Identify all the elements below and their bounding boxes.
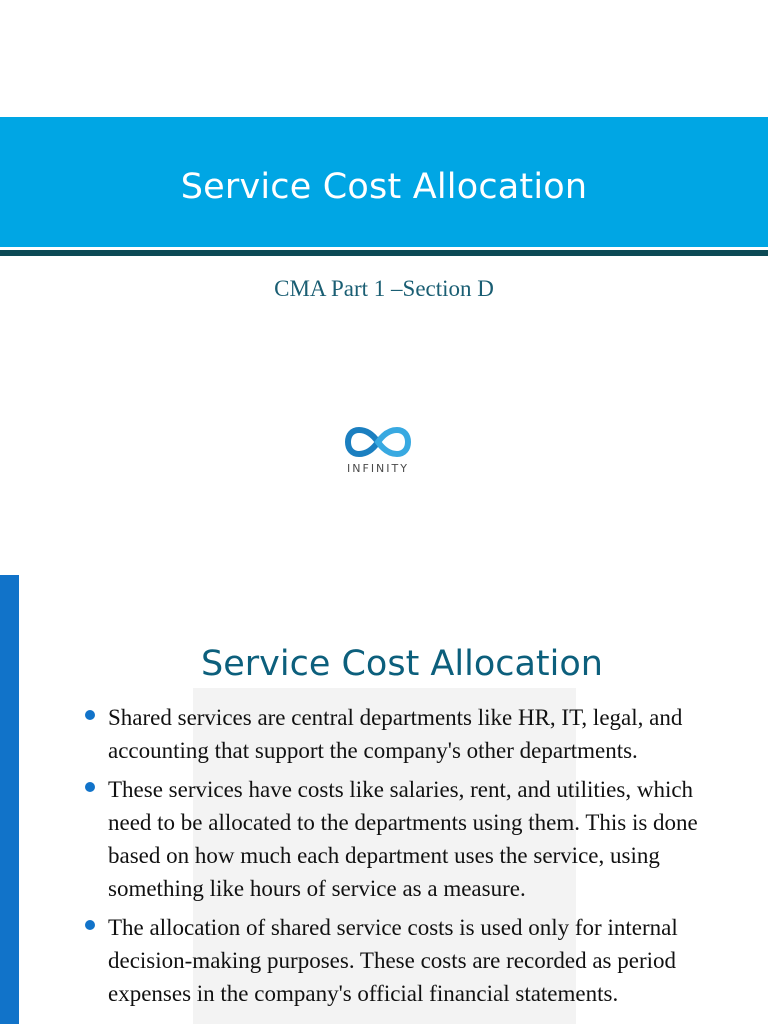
infinity-logo: [340, 424, 416, 480]
list-item: [0, 911, 768, 1010]
bullet-list: [0, 701, 768, 1016]
slide-title: Service Cost Allocation: [180, 167, 588, 207]
title-divider-line: [0, 250, 768, 256]
bullet-text: Shared services are central departments like HR, IT, legal, and accounting that support the company's other departments.: [108, 705, 683, 763]
bullet-icon: [85, 710, 95, 720]
bullet-icon: [85, 920, 95, 930]
list-item: [0, 773, 768, 905]
content-slide: [0, 575, 768, 1024]
list-item: [0, 701, 768, 767]
bullet-text: These services have costs like salaries, rent, and utilities, which need to be allocated to the departments using them. This is done based on how much each department uses the service, using something like hours of service as a measure.: [108, 777, 698, 901]
bullet-text: The allocation of shared service costs is used only for internal decision-making purposes. These costs are recorded as period expenses in the company's official financial statements.: [108, 915, 678, 1006]
slide-subtitle: CMA Part 1 –Section D: [274, 276, 494, 301]
logo-text: INFINITY: [347, 462, 409, 475]
infinity-logo-icon: [344, 424, 412, 460]
bullet-icon: [85, 782, 95, 792]
content-title: Service Cost Allocation: [201, 644, 603, 684]
